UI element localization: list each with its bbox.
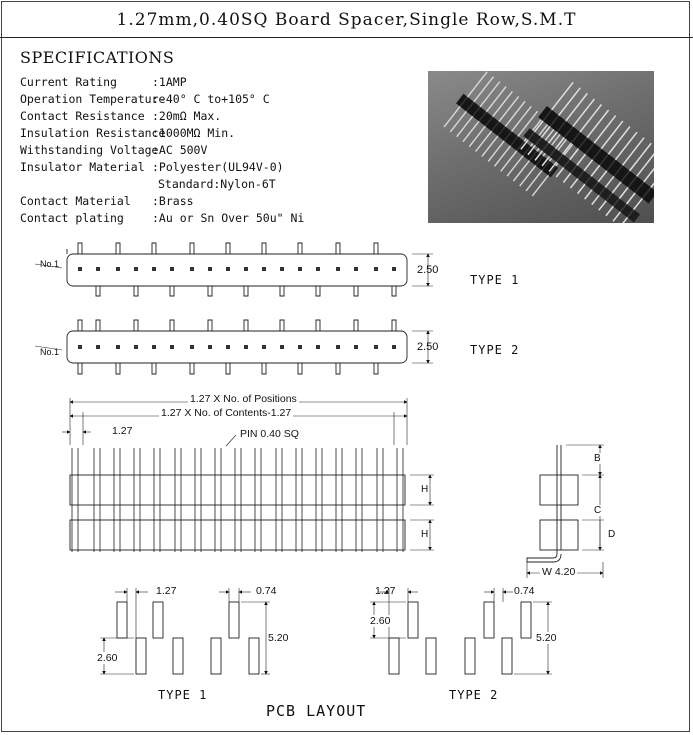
- pcb-type2-label: TYPE 2: [449, 688, 499, 702]
- type1-height-dim: 2.50: [417, 264, 439, 276]
- pcb1-pitch-label: 1.27: [156, 585, 177, 597]
- spec-value-contact-plating: :Au or Sn Over 50u" Ni: [152, 211, 305, 225]
- specifications-heading: SPECIFICATIONS: [20, 48, 175, 67]
- front-pitch-label: 1.27: [112, 425, 133, 437]
- pcb2-pitch-label: 1.27: [375, 585, 396, 597]
- pcb-type1-label: TYPE 1: [158, 688, 208, 702]
- spec-label-insulation-resistance: Insulation Resistance: [20, 126, 166, 140]
- spec-label-operation-temperature: Operation Temperature: [20, 92, 166, 106]
- spec-label-contact-material: Contact Material: [20, 194, 131, 208]
- pcb-layout-heading: PCB LAYOUT: [266, 702, 367, 720]
- dim-d-label: D: [608, 529, 616, 540]
- dim-w-label: [540, 566, 577, 578]
- spec-label-withstanding-voltage: Withstanding Voltage: [20, 143, 159, 157]
- pcb2-offset-label: 2.60: [370, 615, 391, 627]
- spec-value-insulation-resistance: :1000MΩ Min.: [152, 126, 236, 140]
- dim-w-value: 4.20: [554, 566, 576, 578]
- pcb-type2: [370, 588, 552, 674]
- pcb1-pad-width-label: 0.74: [256, 585, 277, 597]
- dim-w-letter: W: [542, 566, 552, 578]
- type1-top-view: [35, 243, 433, 296]
- pcb1-span-label: 5.20: [268, 632, 289, 644]
- pcb2-pad-width-label: 0.74: [514, 585, 535, 597]
- spec-value-contact-material: :Brass: [152, 194, 194, 208]
- spec-value-operation-temperature: :-40° C to+105° C: [152, 92, 270, 106]
- spec-value-contact-resistance: :20mΩ Max.: [152, 109, 222, 123]
- type2-pin-one-label: No.1: [40, 347, 60, 357]
- spec-label-contact-resistance: Contact Resistance: [20, 109, 145, 123]
- h-label-lower: H: [421, 529, 429, 540]
- page-title: 1.27mm,0.40SQ Board Spacer,Single Row,S.M.T: [116, 10, 577, 30]
- type2-top-view: [35, 320, 433, 374]
- pcb-type1: [100, 588, 270, 674]
- pcb1-offset-label: 2.60: [97, 652, 118, 664]
- spec-value-withstanding-voltage: :AC 500V: [152, 143, 208, 157]
- contact-marks: [78, 267, 396, 349]
- spec-value-insulator-material: :Polyester(UL94V-0): [152, 160, 284, 174]
- pin-size-note: PIN 0.40 SQ: [240, 428, 299, 440]
- type2-height-dim: 2.50: [417, 341, 439, 353]
- spec-label-insulator-material: Insulator Material: [20, 160, 145, 174]
- dim-b-label: B: [594, 453, 601, 464]
- spec-value-current-rating: :1AMP: [152, 75, 187, 89]
- spec-label-contact-plating: Contact plating: [20, 211, 124, 225]
- dim-positions-label: 1.27 X No. of Positions: [190, 393, 297, 405]
- spec-value-insulator-standard: Standard:Nylon-6T: [158, 177, 276, 191]
- type1-pin-one-label: No.1: [40, 259, 60, 269]
- type2-label: TYPE 2: [470, 343, 520, 357]
- pcb2-span-label: 5.20: [536, 632, 557, 644]
- dim-contacts-label: 1.27 X No. of Contents-1.27: [161, 407, 292, 419]
- h-label-upper: H: [421, 484, 429, 495]
- spec-label-current-rating: Current Rating: [20, 75, 117, 89]
- dim-c-label: C: [594, 505, 602, 516]
- side-view: [527, 445, 604, 578]
- front-view: [62, 398, 434, 552]
- type1-label: TYPE 1: [470, 273, 520, 287]
